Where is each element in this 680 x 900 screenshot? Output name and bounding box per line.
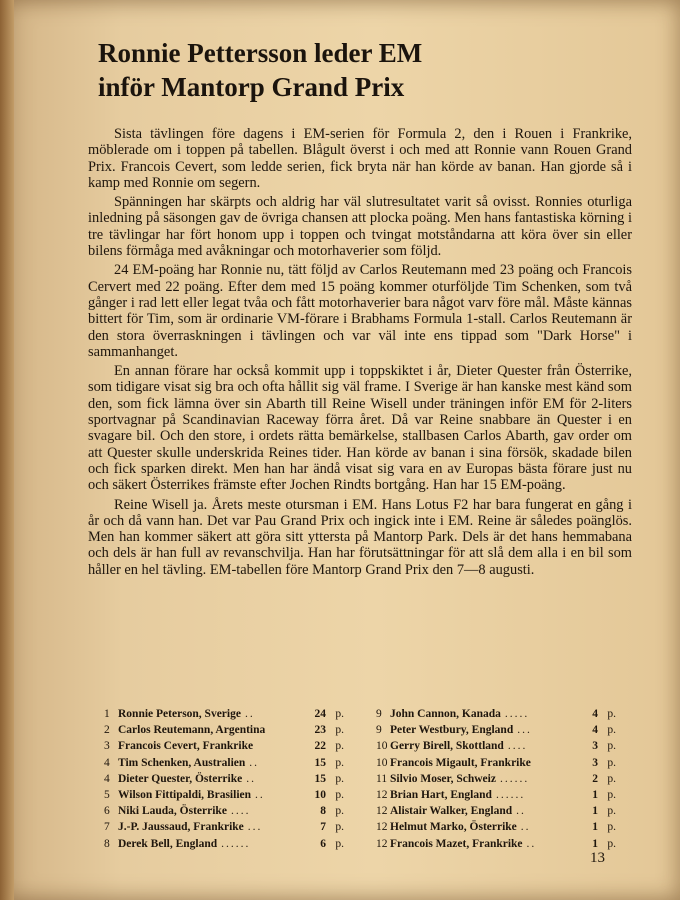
leader-dots: .... xyxy=(230,805,251,818)
standings-row xyxy=(376,738,616,754)
title-line-2: inför Mantorp Grand Prix xyxy=(98,72,405,102)
driver-name: Francois Migault, Frankrike xyxy=(390,756,531,769)
paragraph-1: Sista tävlingen före dagens i EM-serien för Formula 2, den i Rouen i Frankrike, möblerade om i toppen på tabellen. Blågult överst i och med att Ronnie vann Rouen Grand Prix. Francois Cevert, som ledde serien, fick bryta när han körde av banan. Han gjorde så i kamp med Ronnie om segern. xyxy=(88,126,632,191)
driver-points: 6 xyxy=(320,837,326,850)
driver-points: 23 xyxy=(314,724,326,737)
standings-row xyxy=(376,787,616,803)
standings-row xyxy=(376,803,616,819)
driver-name: Peter Westbury, England xyxy=(390,724,514,737)
points-unit: p. xyxy=(607,772,616,785)
driver-name: Carlos Reutemann, Argentina xyxy=(118,724,266,737)
standing-position: 6 xyxy=(104,805,110,818)
driver-name: Gerry Birell, Skottland xyxy=(390,740,504,753)
driver-name: Wilson Fittipaldi, Brasilien xyxy=(118,789,252,802)
paragraph-3: 24 EM-poäng har Ronnie nu, tätt följd av Carlos Reutemann med 23 poäng och Francois Cervert med 22 poäng. Efter dem med 15 poäng kommer oturföljde Tim Schenken, som två gånger i rad lett eller legat tvåa och fått motorhaverier bara något varv före mål. Måste kännas bittert för Tim, som är ordinarie VM-förare i Brabhams Formula 1-stall. Carlos Reutemann är den stora överraskningen i tävlingen och var väl inte ens tippad som "Dark Horse" i sammanhanget. xyxy=(88,262,632,360)
points-unit: p. xyxy=(335,708,344,720)
standing-position: 3 xyxy=(104,740,110,753)
standings-table-left xyxy=(104,706,344,852)
points-unit: p. xyxy=(335,821,344,834)
driver-name: John Cannon, Kanada xyxy=(390,708,501,720)
points-unit: p. xyxy=(607,789,616,802)
driver-name: Francois Cevert, Frankrike xyxy=(118,740,254,753)
leader-dots: ...... xyxy=(499,772,530,785)
standings-row xyxy=(104,771,344,787)
standing-position: 12 xyxy=(376,805,388,818)
standings-row xyxy=(376,771,616,787)
leader-dots: ..... xyxy=(504,708,530,720)
standing-position: 12 xyxy=(376,821,388,834)
standings-row xyxy=(104,803,344,819)
standing-position: 4 xyxy=(104,772,110,785)
driver-name: Ronnie Peterson, Sverige xyxy=(118,708,241,720)
page-spine-shadow xyxy=(0,0,14,900)
standing-position: 8 xyxy=(104,837,110,850)
standings-row xyxy=(104,755,344,771)
driver-name: J.-P. Jaussaud, Frankrike xyxy=(118,821,244,834)
leader-dots: .. xyxy=(244,708,255,720)
driver-points: 4 xyxy=(592,708,598,720)
paragraph-4: En annan förare har också kommit upp i toppskiktet i år, Dieter Quester från Österrike, som tidigare visat sig bra och ofta hållit sig väl frame. I Sverige är han kanske mest känd som den, som fick lämna över sin Abarth till Reine Wisell under träningen inför EM för 2-liters sportvagnar på Scandinavian Raceway förra året. Då var Reine snabbare än Quester i en svagare bil. Och den store, i ordets rätta bemärkelse, stallbasen Carlos Abarth, gav order om att Quester skulle underskrida Reines tider. Han körde av banan i sina försök, skadade bilen och fick sparken direkt. Men han har ändå visat sig vara en av Europas bästa förare just nu och säkert Österrikes främste efter Jochen Rindts bortgång. Han har 15 EM-poäng. xyxy=(88,363,632,494)
driver-name: Alistair Walker, England xyxy=(390,805,513,818)
points-unit: p. xyxy=(607,756,616,769)
leader-dots: ...... xyxy=(495,789,526,802)
standings-row xyxy=(376,706,616,722)
driver-name: Dieter Quester, Österrike xyxy=(118,772,243,785)
standing-position: 9 xyxy=(376,708,382,720)
standings-table-right xyxy=(376,706,616,852)
driver-points: 2 xyxy=(592,772,598,785)
driver-points: 4 xyxy=(592,724,598,737)
page-number: 13 xyxy=(590,850,605,866)
driver-points: 15 xyxy=(314,756,326,769)
driver-name: Francois Mazet, Frankrike xyxy=(390,837,523,850)
standings-row xyxy=(376,836,616,852)
leader-dots: ... xyxy=(517,724,532,737)
driver-name: Brian Hart, England xyxy=(390,789,492,802)
standing-position: 12 xyxy=(376,789,388,802)
points-unit: p. xyxy=(607,740,616,753)
driver-points: 3 xyxy=(592,756,598,769)
standings-row xyxy=(104,836,344,852)
points-unit: p. xyxy=(335,789,344,802)
points-unit: p. xyxy=(335,837,344,850)
leader-dots: .... xyxy=(507,740,528,753)
driver-points: 1 xyxy=(592,805,598,818)
driver-name: Helmut Marko, Österrike xyxy=(390,821,517,834)
article-body xyxy=(88,126,632,578)
driver-points: 3 xyxy=(592,740,598,753)
points-unit: p. xyxy=(607,821,616,834)
article-title xyxy=(98,36,618,104)
standings-row xyxy=(104,738,344,754)
standing-position: 1 xyxy=(104,708,110,720)
standings-row xyxy=(104,722,344,738)
standing-position: 10 xyxy=(376,756,388,769)
points-unit: p. xyxy=(335,805,344,818)
driver-points: 1 xyxy=(592,837,598,850)
points-unit: p. xyxy=(335,740,344,753)
driver-points: 24 xyxy=(314,708,326,720)
standings-row xyxy=(104,787,344,803)
points-unit: p. xyxy=(335,772,344,785)
driver-points: 22 xyxy=(314,740,326,753)
standing-position: 12 xyxy=(376,837,388,850)
standing-position: 5 xyxy=(104,789,110,802)
standing-position: 2 xyxy=(104,724,110,737)
driver-points: 15 xyxy=(314,772,326,785)
leader-dots: .. xyxy=(520,821,531,834)
standing-position: 4 xyxy=(104,756,110,769)
points-unit: p. xyxy=(335,756,344,769)
leader-dots: .. xyxy=(255,789,265,802)
standings-row xyxy=(376,755,616,771)
standing-position: 9 xyxy=(376,724,382,737)
paragraph-5: Reine Wisell ja. Årets meste otursman i EM. Hans Lotus F2 har bara fungerat en gång i år och då vann han. Det var Pau Grand Prix och ingick inte i EM. Reine är således poänglös. Men han kommer säkert att göra sitt yttersta på Mantorp Park. Dels är det hans hemmabana och dels är han full av revanschvilja. Han har förutsättningar för att slå dem alla i en bil som håller en hel tävling. EM-tabellen före Mantorp Grand Prix den 7—8 augusti. xyxy=(88,496,632,578)
leader-dots: .. xyxy=(526,837,537,850)
paragraph-2: Spänningen har skärpts och aldrig har väl slutresultatet varit så ovisst. Ronnies oturliga inledning på säsongen gav de övriga chansen att plocka poäng. Men hans fantastiska körning i tre tävlingar har fört honom upp i toppen och tvingat motståndarna att köra över sin eller bilens förmåga med avåkningar och motorhaverier som följd. xyxy=(88,194,632,260)
standings-row xyxy=(104,819,344,835)
standing-position: 10 xyxy=(376,740,388,753)
points-unit: p. xyxy=(607,805,616,818)
leader-dots: .. xyxy=(516,805,526,818)
leader-dots: .. xyxy=(246,772,256,785)
standings-row xyxy=(104,706,344,722)
points-unit: p. xyxy=(335,724,344,737)
leader-dots: .. xyxy=(249,756,260,769)
driver-points: 10 xyxy=(314,789,326,802)
title-line-1: Ronnie Pettersson leder EM xyxy=(98,38,423,68)
points-unit: p. xyxy=(607,708,616,720)
standing-position: 11 xyxy=(376,772,388,785)
leader-dots: ...... xyxy=(221,837,251,850)
driver-name: Derek Bell, England xyxy=(118,837,218,850)
driver-name: Niki Lauda, Österrike xyxy=(118,805,227,818)
points-unit: p. xyxy=(607,837,616,850)
driver-name: Tim Schenken, Australien xyxy=(118,756,246,769)
points-unit: p. xyxy=(607,724,616,737)
driver-points: 1 xyxy=(592,821,598,834)
driver-points: 7 xyxy=(320,821,326,834)
driver-name: Silvio Moser, Schweiz xyxy=(390,772,496,785)
standing-position: 7 xyxy=(104,821,110,834)
standings-row xyxy=(376,819,616,835)
leader-dots: ... xyxy=(247,821,263,834)
driver-points: 8 xyxy=(320,805,326,818)
standings-row xyxy=(376,722,616,738)
driver-points: 1 xyxy=(592,789,598,802)
